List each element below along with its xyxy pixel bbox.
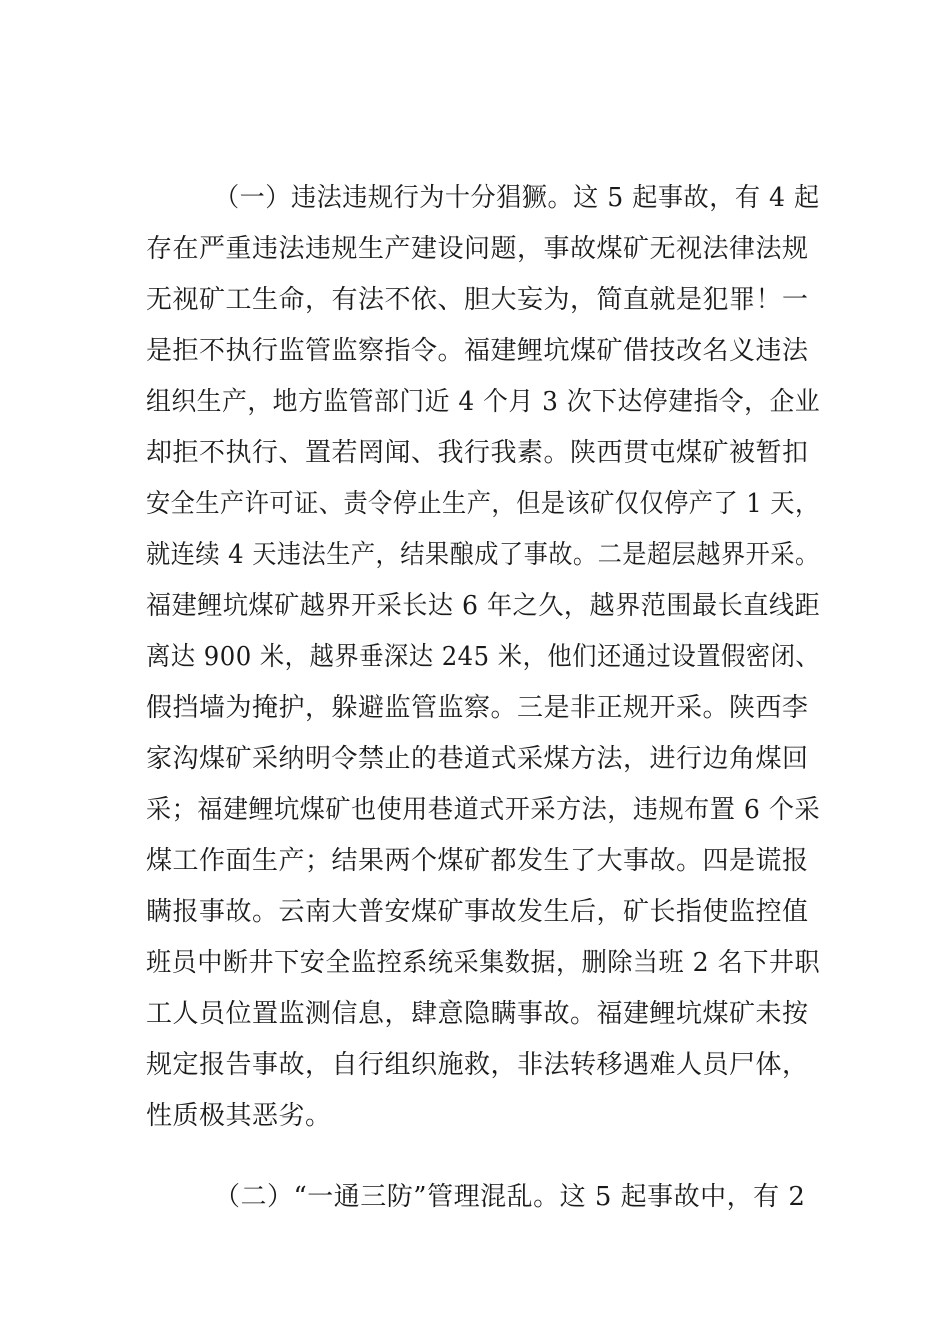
text-line: 是拒不执行监管监察指令。福建鲤坑煤矿借技改名义违法 [146,336,809,366]
text-line: 采；福建鲤坑煤矿也使用巷道式开采方法，违规布置 6 个采 [146,795,821,825]
text-line: 组织生产，地方监管部门近 4 个月 3 次下达停建指令，企业 [146,387,821,417]
text-line: 家沟煤矿采纳明令禁止的巷道式采煤方法，进行边角煤回 [146,744,809,774]
text-line: （二）“一通三防”管理混乱。这 5 起事故中，有 2 [214,1182,806,1212]
text-line: 就连续 4 天违法生产，结果酿成了事故。二是超层越界开采。 [146,540,820,570]
text-line: 存在严重违法违规生产建设问题，事故煤矿无视法律法规 [146,234,809,264]
text-line: 性质极其恶劣。 [146,1101,332,1131]
text-line: 离达 900 米，越界垂深达 245 米，他们还通过设置假密闭、 [146,642,821,672]
text-line: （一）违法违规行为十分猖獗。这 5 起事故，有 4 起 [214,183,820,213]
text-line: 瞒报事故。云南大普安煤矿事故发生后，矿长指使监控值 [146,897,809,927]
text-line: 工人员位置监测信息，肆意隐瞒事故。福建鲤坑煤矿未按 [146,999,809,1029]
text-line: 安全生产许可证、责令停止生产，但是该矿仅仅停产了 1 天， [146,489,820,519]
text-line: 福建鲤坑煤矿越界开采长达 6 年之久，越界范围最长直线距 [146,591,821,621]
text-line: 煤工作面生产；结果两个煤矿都发生了大事故。四是谎报 [146,846,809,876]
text-line: 假挡墙为掩护，躲避监管监察。三是非正规开采。陕西李 [146,693,809,723]
text-line: 规定报告事故，自行组织施救，非法转移遇难人员尸体， [146,1050,809,1080]
text-line: 无视矿工生命，有法不依、胆大妄为，简直就是犯罪！一 [146,285,809,315]
text-line: 班员中断井下安全监控系统采集数据，删除当班 2 名下井职 [146,948,821,978]
text-line: 却拒不执行、置若罔闻、我行我素。陕西贯屯煤矿被暂扣 [146,438,809,468]
